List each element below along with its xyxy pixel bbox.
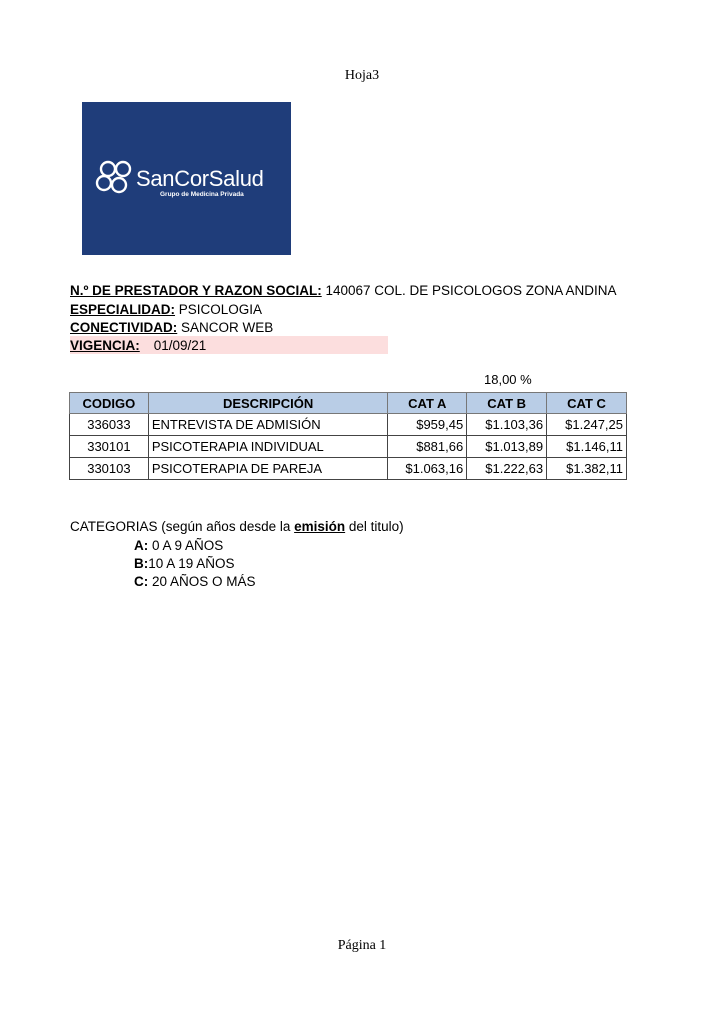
sancor-salud-logo <box>82 102 291 255</box>
col-header-descripcion: DESCRIPCIÓN <box>148 393 388 414</box>
category-value: 10 A 19 AÑOS <box>148 556 235 571</box>
table-row <box>70 436 627 458</box>
cell-cat-c: $1.247,25 <box>547 414 627 436</box>
especialidad-label: ESPECIALIDAD: <box>70 302 176 317</box>
logo-name: SanCorSalud <box>136 166 264 191</box>
categories-heading-emphasis: emisión <box>294 519 346 534</box>
cell-descripcion: PSICOTERAPIA DE PAREJA <box>148 458 388 480</box>
cell-codigo: 330103 <box>70 458 149 480</box>
prestador-line <box>70 281 617 300</box>
category-key: C: <box>134 574 149 589</box>
cell-codigo: 336033 <box>70 414 149 436</box>
vigencia-label: VIGENCIA: <box>70 338 140 353</box>
cell-cat-c: $1.146,11 <box>547 436 627 458</box>
cell-descripcion: ENTREVISTA DE ADMISIÓN <box>148 414 388 436</box>
vigencia-line <box>70 336 206 355</box>
conectividad-label: CONECTIVIDAD: <box>70 320 178 335</box>
col-header-cat-a: CAT A <box>388 393 467 414</box>
cell-cat-a: $881,66 <box>388 436 467 458</box>
cell-cat-a: $959,45 <box>388 414 467 436</box>
sheet-title: Hoja3 <box>344 68 380 83</box>
sancor-logo-icon <box>94 158 138 202</box>
categories-heading-before: CATEGORIAS (según años desde la <box>70 519 295 534</box>
page-footer: Página 1 <box>337 938 387 953</box>
category-item-c <box>134 574 256 589</box>
especialidad-line <box>70 300 262 319</box>
cell-cat-b: $1.222,63 <box>467 458 547 480</box>
especialidad-value: PSICOLOGIA <box>175 302 263 317</box>
cell-codigo: 330101 <box>70 436 149 458</box>
col-header-cat-b: CAT B <box>467 393 547 414</box>
category-key: A: <box>134 538 149 553</box>
categories-heading <box>70 519 404 534</box>
cell-cat-b: $1.013,89 <box>467 436 547 458</box>
tarifas-table <box>69 392 627 480</box>
logo-subtitle: Grupo de Medicina Privada <box>160 191 244 198</box>
percentage-label: 18,00 % <box>484 372 532 387</box>
category-item-b <box>134 556 235 571</box>
col-header-codigo: CODIGO <box>70 393 149 414</box>
col-header-cat-c: CAT C <box>547 393 627 414</box>
prestador-label: N.º DE PRESTADOR Y RAZON SOCIAL: <box>70 283 322 298</box>
table-row <box>70 414 627 436</box>
category-value: 20 AÑOS O MÁS <box>148 574 256 589</box>
table-row <box>70 458 627 480</box>
conectividad-value: SANCOR WEB <box>177 320 274 335</box>
cell-cat-c: $1.382,11 <box>547 458 627 480</box>
cell-descripcion: PSICOTERAPIA INDIVIDUAL <box>148 436 388 458</box>
prestador-value: 140067 COL. DE PSICOLOGOS ZONA ANDINA <box>321 283 617 298</box>
categories-heading-after: del titulo) <box>345 519 404 534</box>
cell-cat-a: $1.063,16 <box>388 458 467 480</box>
cell-cat-b: $1.103,36 <box>467 414 547 436</box>
vigencia-value: 01/09/21 <box>153 338 207 353</box>
conectividad-line <box>70 318 273 337</box>
category-key: B: <box>134 556 149 571</box>
category-item-a <box>134 538 223 553</box>
table-header-row <box>70 393 627 414</box>
category-value: 0 A 9 AÑOS <box>148 538 224 553</box>
